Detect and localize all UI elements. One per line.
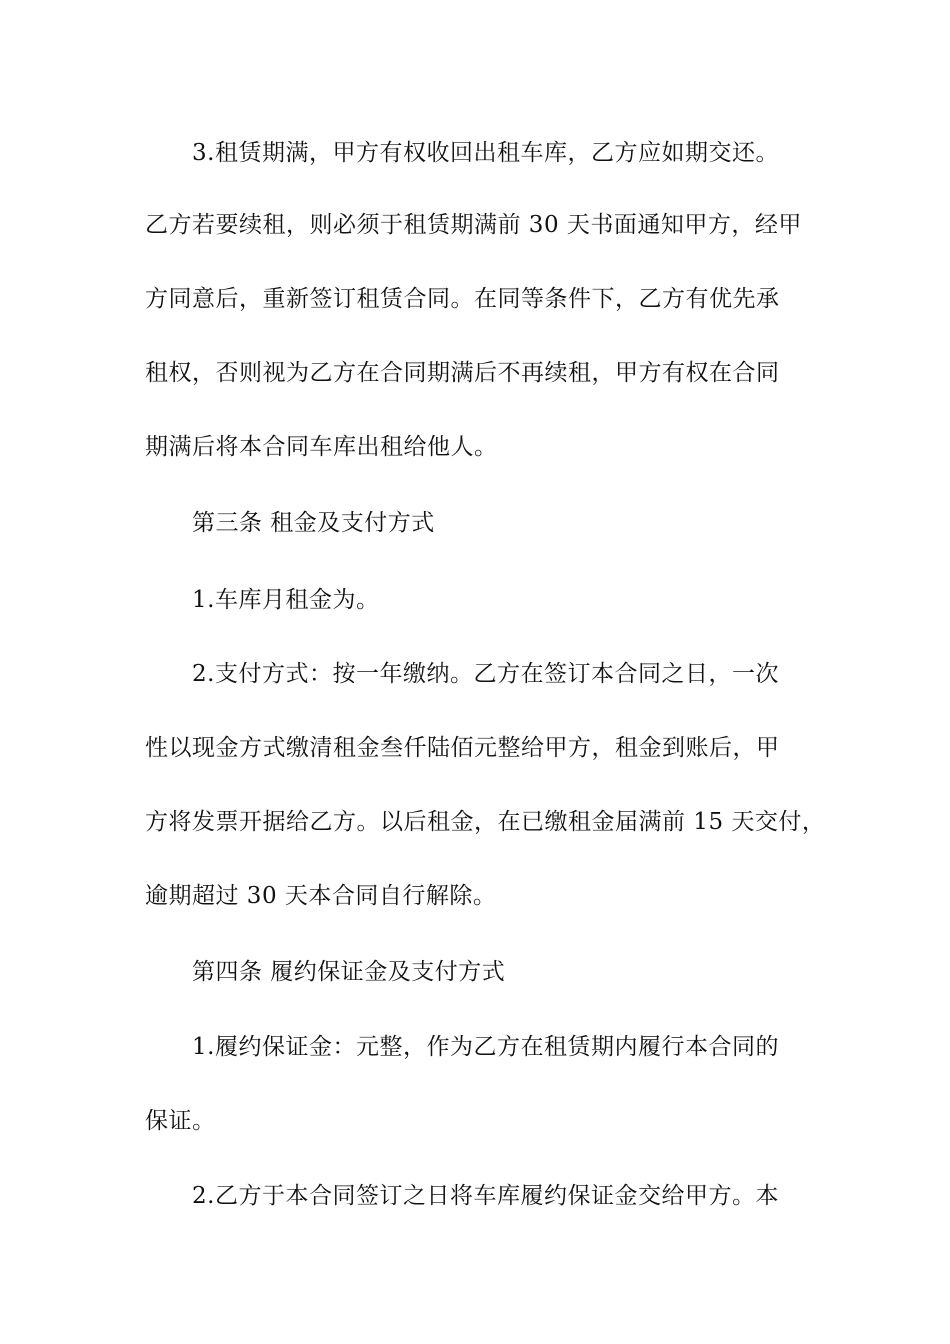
section-heading: 第三条 租金及支付方式 [192, 510, 435, 536]
paragraph-line: 2.支付方式：按一年缴纳。乙方在签订本合同之日，一次 [192, 661, 779, 687]
paragraph-line: 方将发票开据给乙方。以后租金，在已缴租金届满前 15 天交付， [145, 809, 826, 835]
paragraph-line: 1.车库月租金为。 [192, 587, 380, 613]
paragraph-line: 乙方若要续租，则必须于租赁期满前 30 天书面通知甲方，经甲 [145, 212, 802, 238]
paragraph-line: 1.履约保证金：元整，作为乙方在租赁期内履行本合同的 [192, 1034, 779, 1060]
paragraph-line: 方同意后，重新签订租赁合同。在同等条件下，乙方有优先承 [145, 286, 780, 312]
paragraph-line: 保证。 [145, 1108, 216, 1134]
paragraph-line: 2.乙方于本合同签订之日将车库履约保证金交给甲方。本 [192, 1183, 779, 1209]
section-heading: 第四条 履约保证金及支付方式 [192, 959, 506, 985]
paragraph-line: 性以现金方式缴清租金叁仟陆佰元整给甲方，租金到账后，甲 [145, 735, 780, 761]
paragraph-line: 期满后将本合同车库出租给他人。 [145, 434, 498, 460]
paragraph-line: 租权，否则视为乙方在合同期满后不再续租，甲方有权在合同 [145, 360, 780, 386]
paragraph-line: 逾期超过 30 天本合同自行解除。 [145, 883, 497, 909]
paragraph-line: 3.租赁期满，甲方有权收回出租车库，乙方应如期交还。 [192, 140, 779, 166]
